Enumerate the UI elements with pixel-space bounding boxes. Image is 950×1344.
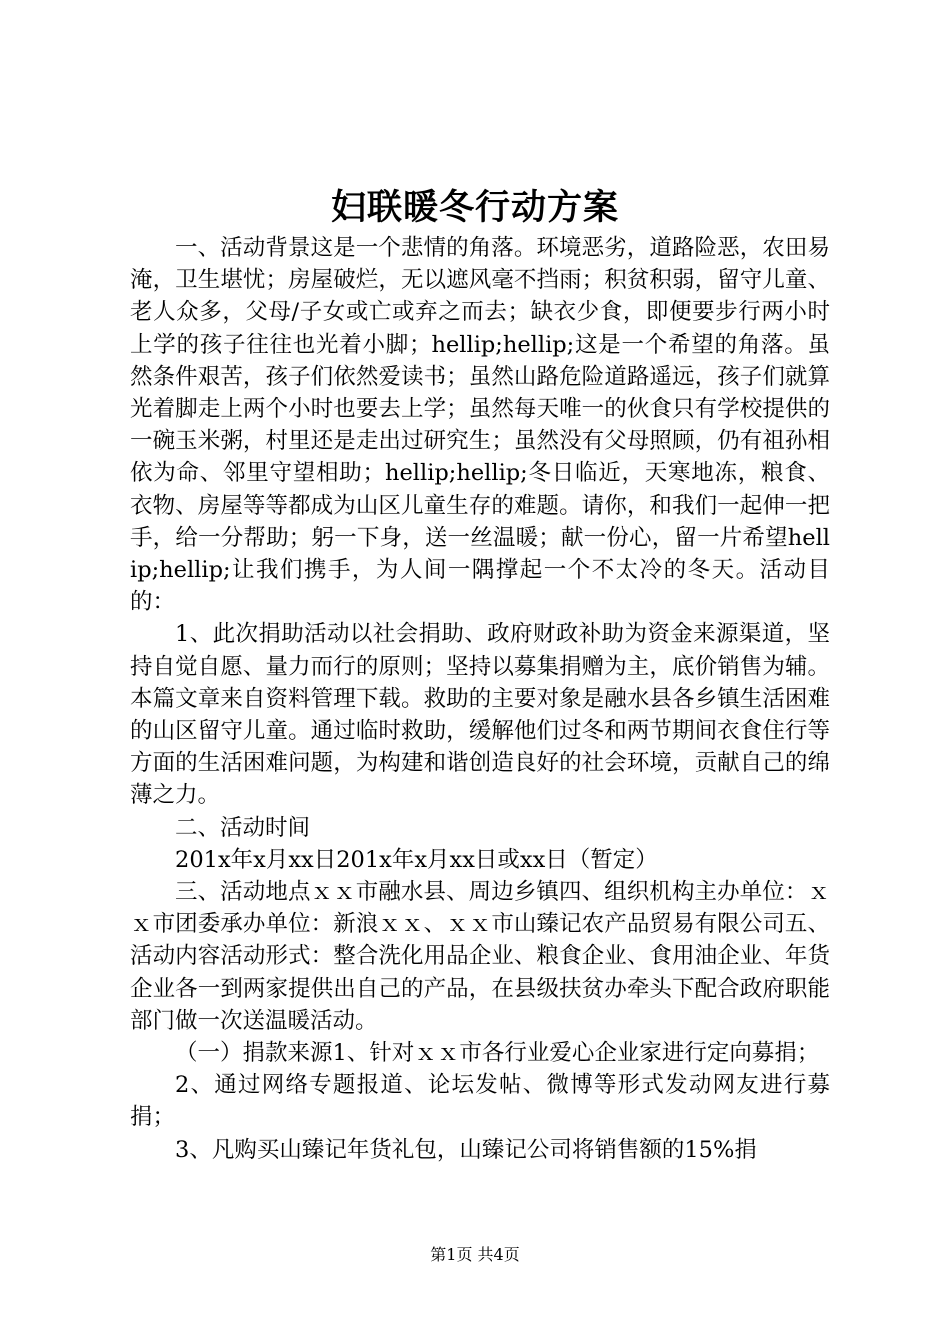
paragraph-background: 一、活动背景这是一个悲情的角落。环境恶劣，道路险恶，农田易淹，卫生堪忧；房屋破烂，无以遮风毫不挡雨；积贫积弱，留守儿童、老人众多，父母/子女或亡或弃之而去；缺衣少食，即便要步行两小时上学的孩子往往也光着小脚；hellip;hellip;这是一个希望的角落。虽然条件艰苦，孩子们依然爱读书；虽然山路危险道路遥远，孩子们就算光着脚走上两个小时也要去上学；虽然每天唯一的伙食只有学校提供的一碗玉米粥，村里还是走出过研究生；虽然没有父母照顾，仍有祖孙相依为命、邻里守望相助；hellip;hellip;冬日临近，天寒地冻，粮食、衣物、房屋等等都成为山区儿童生存的难题。请你，和我们一起伸一把手，给一分帮助；躬一下身，送一丝温暖；献一份心，留一片希望hellip;hellip;让我们携手，为人间一隅撑起一个不太冷的冬天。活动目的：: [130, 235, 830, 616]
paragraph-time: 201x年x月xx日201x年x月xx日或xx日（暂定）: [175, 846, 658, 873]
paragraph-purpose: 1、此次捐助活动以社会捐助、政府财政补助为资金来源渠道，坚持自觉自愿、量力而行的原则；坚持以募集捐赠为主，底价销售为辅。本篇文章来自资料管理下载。救助的主要对象是融水县各乡镇生活困难的山区留守儿童。通过临时救助，缓解他们过冬和两节期间衣食住行等方面的生活困难问题，为构建和谐创造良好的社会环境，贡献自己的绵薄之力。: [130, 621, 830, 809]
page-number-footer: 第1页 共4页: [430, 1245, 520, 1264]
paragraph-donation-source-2: 2、通过网络专题报道、论坛发帖、微博等形式发动网友进行募捐；: [130, 1072, 830, 1131]
document-body: [130, 232, 830, 1166]
document-title: 妇联暖冬行动方案: [330, 187, 619, 228]
paragraph-donation-source-3: 3、凡购买山臻记年货礼包，山臻记公司将销售额的15%捐: [175, 1136, 757, 1163]
paragraph-time-heading: 二、活动时间: [175, 814, 311, 841]
paragraph-location-organization: 三、活动地点ｘｘ市融水县、周边乡镇四、组织机构主办单位：ｘｘ市团委承办单位：新浪ｘｘ、ｘｘ市山臻记农产品贸易有限公司五、活动内容活动形式：整合洗化用品企业、粮食企业、食用油企业、年货企业各一到两家提供出自己的产品，在县级扶贫办牵头下配合政府职能部门做一次送温暖活动。: [130, 879, 830, 1034]
paragraph-donation-source-1: （一）捐款来源1、针对ｘｘ市各行业爱心企业家进行定向募捐；: [175, 1040, 820, 1067]
